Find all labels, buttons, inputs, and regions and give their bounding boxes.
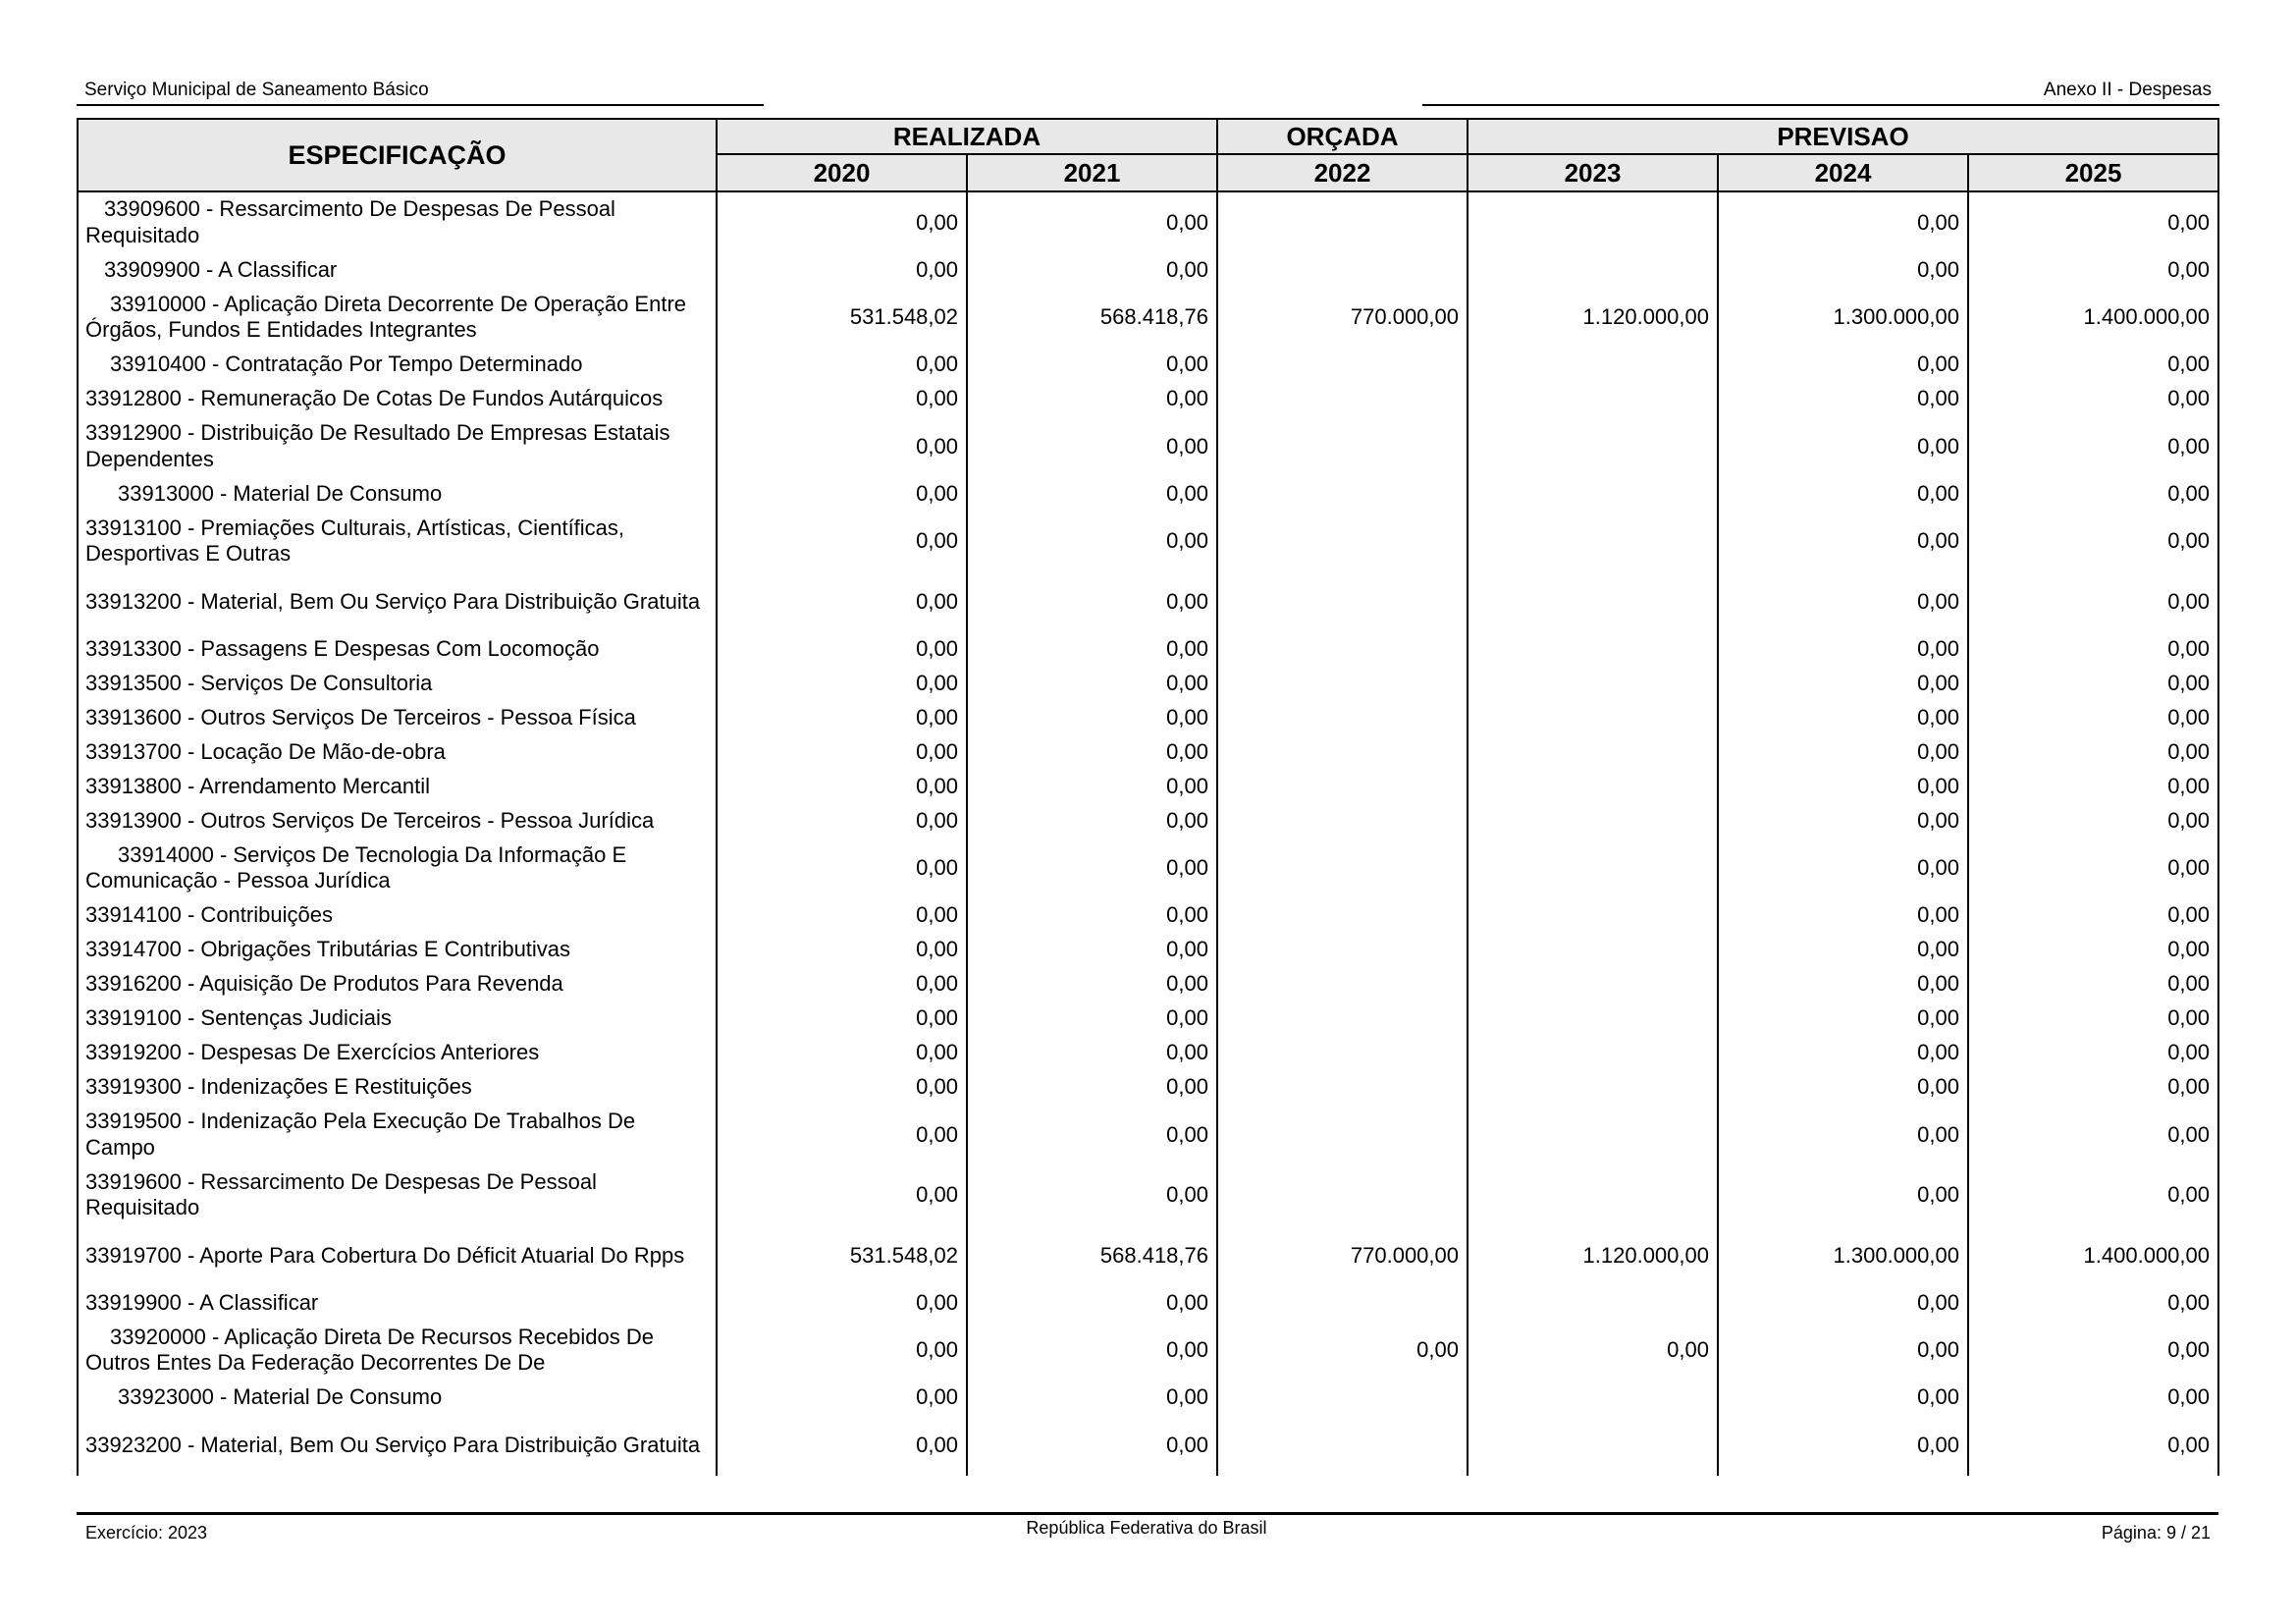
row-value-2023 — [1468, 1036, 1718, 1070]
row-specification — [78, 667, 717, 701]
row-value-2020: 0,00 — [717, 571, 967, 632]
row-label: 33913500 - Serviços De Consultoria — [85, 670, 433, 695]
row-value-2021: 0,00 — [967, 512, 1217, 572]
row-value-2021: 0,00 — [967, 253, 1217, 288]
row-value-2022 — [1217, 348, 1468, 382]
row-value-2023 — [1468, 632, 1718, 667]
row-value-2022 — [1217, 416, 1468, 477]
table-row — [78, 288, 2218, 349]
row-value-2022 — [1217, 1415, 1468, 1476]
row-value-2022 — [1217, 967, 1468, 1001]
row-value-2025: 0,00 — [1968, 571, 2218, 632]
row-label: 33923200 - Material, Bem Ou Serviço Para Distribuição Gratuita — [85, 1432, 701, 1457]
table-row — [78, 898, 2218, 933]
table-row — [78, 770, 2218, 804]
column-header-2022: 2022 — [1217, 154, 1468, 191]
row-value-2025: 0,00 — [1968, 1105, 2218, 1165]
row-value-2022 — [1217, 1001, 1468, 1036]
row-value-2024: 0,00 — [1718, 1380, 1968, 1415]
row-value-2020: 0,00 — [717, 667, 967, 701]
row-label: 33913300 - Passagens E Despesas Com Locomoção — [85, 635, 600, 661]
column-header-2024: 2024 — [1718, 154, 1968, 191]
table-row — [78, 1070, 2218, 1105]
row-value-2021: 0,00 — [967, 382, 1217, 416]
row-value-2025: 0,00 — [1968, 1321, 2218, 1381]
table-row — [78, 348, 2218, 382]
row-value-2024: 0,00 — [1718, 1070, 1968, 1105]
row-value-2021: 0,00 — [967, 1321, 1217, 1381]
row-value-2025: 0,00 — [1968, 1286, 2218, 1321]
row-label: 33913700 - Locação De Mão-de-obra — [85, 738, 446, 764]
table-row — [78, 1036, 2218, 1070]
row-value-2025: 0,00 — [1968, 967, 2218, 1001]
row-value-2020: 0,00 — [717, 701, 967, 735]
row-value-2020: 0,00 — [717, 348, 967, 382]
row-value-2021: 0,00 — [967, 1286, 1217, 1321]
row-value-2023: 1.120.000,00 — [1468, 1225, 1718, 1286]
row-label: 33914700 - Obrigações Tributárias E Contributivas — [85, 937, 571, 962]
row-value-2022 — [1217, 804, 1468, 839]
table-row — [78, 701, 2218, 735]
row-label: 33910400 - Contratação Por Tempo Determinado — [110, 352, 583, 377]
table-row — [78, 1225, 2218, 1286]
row-specification — [78, 967, 717, 1001]
row-value-2021: 0,00 — [967, 967, 1217, 1001]
row-value-2021: 0,00 — [967, 632, 1217, 667]
row-value-2024: 0,00 — [1718, 898, 1968, 933]
table-row — [78, 735, 2218, 770]
row-value-2025: 0,00 — [1968, 1165, 2218, 1226]
row-specification — [78, 477, 717, 512]
row-value-2022: 770.000,00 — [1217, 288, 1468, 349]
row-specification — [78, 632, 717, 667]
row-value-2025: 0,00 — [1968, 1415, 2218, 1476]
table-row — [78, 512, 2218, 572]
row-specification — [78, 1105, 717, 1165]
row-label: 33920000 - Aplicação Direta De Recursos Recebidos De Outros Entes Da Federação Decorrentes De De — [85, 1324, 654, 1376]
row-specification — [78, 416, 717, 477]
row-value-2025: 0,00 — [1968, 348, 2218, 382]
row-value-2021: 0,00 — [967, 571, 1217, 632]
row-value-2023 — [1468, 701, 1718, 735]
row-value-2025: 0,00 — [1968, 701, 2218, 735]
row-value-2023: 1.120.000,00 — [1468, 288, 1718, 349]
row-label: 33919900 - A Classificar — [85, 1289, 319, 1315]
row-specification — [78, 512, 717, 572]
row-label: 33909600 - Ressarcimento De Despesas De Pessoal Requisitado — [85, 196, 615, 247]
row-value-2024: 0,00 — [1718, 571, 1968, 632]
row-value-2020: 0,00 — [717, 416, 967, 477]
row-specification — [78, 804, 717, 839]
column-header-2020: 2020 — [717, 154, 967, 191]
row-value-2025: 0,00 — [1968, 898, 2218, 933]
row-value-2024: 0,00 — [1718, 1165, 1968, 1226]
row-value-2022 — [1217, 839, 1468, 899]
row-value-2024: 0,00 — [1718, 1105, 1968, 1165]
row-value-2020: 0,00 — [717, 1036, 967, 1070]
row-value-2020: 0,00 — [717, 1286, 967, 1321]
row-specification — [78, 1415, 717, 1476]
row-value-2024: 0,00 — [1718, 804, 1968, 839]
row-value-2022 — [1217, 571, 1468, 632]
row-value-2023 — [1468, 770, 1718, 804]
row-value-2020: 0,00 — [717, 1321, 967, 1381]
row-specification — [78, 1321, 717, 1381]
row-value-2020: 531.548,02 — [717, 1225, 967, 1286]
row-value-2022 — [1217, 701, 1468, 735]
row-value-2025: 0,00 — [1968, 1036, 2218, 1070]
row-value-2024: 0,00 — [1718, 839, 1968, 899]
row-value-2024: 0,00 — [1718, 1321, 1968, 1381]
row-label: 33919700 - Aporte Para Cobertura Do Déficit Atuarial Do Rpps — [85, 1242, 685, 1268]
footer-country: República Federativa do Brasil — [1026, 1518, 1267, 1538]
row-value-2021: 0,00 — [967, 804, 1217, 839]
row-value-2020: 0,00 — [717, 933, 967, 967]
row-label: 33913000 - Material De Consumo — [118, 480, 443, 506]
row-value-2022 — [1217, 735, 1468, 770]
row-label: 33913800 - Arrendamento Mercantil — [85, 773, 430, 798]
table-row — [78, 1165, 2218, 1226]
header-divider-right — [1422, 104, 2219, 106]
table-row — [78, 382, 2218, 416]
row-value-2022: 0,00 — [1217, 1321, 1468, 1381]
footer-divider — [77, 1512, 2218, 1515]
row-specification — [78, 1165, 717, 1226]
row-label: 33919500 - Indenização Pela Execução De Trabalhos De Campo — [85, 1109, 636, 1160]
row-value-2025: 0,00 — [1968, 382, 2218, 416]
row-value-2022 — [1217, 1165, 1468, 1226]
row-value-2024: 0,00 — [1718, 1001, 1968, 1036]
row-value-2020: 0,00 — [717, 804, 967, 839]
row-value-2023 — [1468, 382, 1718, 416]
row-specification — [78, 1286, 717, 1321]
row-label: 33910000 - Aplicação Direta Decorrente De Operação Entre Órgãos, Fundos E Entidades Integrantes — [85, 291, 687, 343]
row-label: 33913900 - Outros Serviços De Terceiros - Pessoa Jurídica — [85, 807, 655, 833]
row-specification — [78, 288, 717, 349]
row-value-2022 — [1217, 770, 1468, 804]
row-value-2020: 0,00 — [717, 1070, 967, 1105]
column-header-2023: 2023 — [1468, 154, 1718, 191]
row-specification — [78, 735, 717, 770]
column-header-2025: 2025 — [1968, 154, 2218, 191]
row-value-2024: 0,00 — [1718, 382, 1968, 416]
row-value-2020: 0,00 — [717, 512, 967, 572]
row-value-2025: 0,00 — [1968, 839, 2218, 899]
column-header-2021: 2021 — [967, 154, 1217, 191]
row-value-2020: 0,00 — [717, 735, 967, 770]
row-value-2024: 0,00 — [1718, 667, 1968, 701]
row-value-2021: 0,00 — [967, 1070, 1217, 1105]
row-value-2023 — [1468, 735, 1718, 770]
row-value-2021: 0,00 — [967, 735, 1217, 770]
row-value-2020: 0,00 — [717, 1380, 967, 1415]
row-value-2022 — [1217, 1105, 1468, 1165]
row-specification — [78, 571, 717, 632]
row-value-2021: 0,00 — [967, 191, 1217, 253]
row-value-2022 — [1217, 898, 1468, 933]
row-value-2020: 0,00 — [717, 770, 967, 804]
row-value-2023 — [1468, 839, 1718, 899]
row-value-2024: 0,00 — [1718, 967, 1968, 1001]
row-value-2022 — [1217, 382, 1468, 416]
row-value-2022 — [1217, 191, 1468, 253]
table-body — [78, 191, 2218, 1476]
row-specification — [78, 933, 717, 967]
row-value-2022 — [1217, 253, 1468, 288]
table-row — [78, 191, 2218, 253]
row-value-2020: 0,00 — [717, 1001, 967, 1036]
row-value-2022 — [1217, 1070, 1468, 1105]
row-value-2024: 0,00 — [1718, 416, 1968, 477]
row-value-2023 — [1468, 348, 1718, 382]
row-value-2021: 0,00 — [967, 416, 1217, 477]
row-label: 33909900 - A Classificar — [104, 256, 338, 282]
row-label: 33914100 - Contribuições — [85, 902, 333, 928]
column-header-specification: ESPECIFICAÇÃO — [78, 119, 717, 191]
row-value-2025: 0,00 — [1968, 253, 2218, 288]
row-value-2021: 568.418,76 — [967, 288, 1217, 349]
table-row — [78, 1415, 2218, 1476]
row-value-2020: 0,00 — [717, 382, 967, 416]
row-value-2020: 0,00 — [717, 967, 967, 1001]
row-label: 33919200 - Despesas De Exercícios Anteriores — [85, 1040, 540, 1065]
table-row — [78, 1001, 2218, 1036]
row-label: 33914000 - Serviços De Tecnologia Da Informação E Comunicação - Pessoa Jurídica — [85, 841, 627, 893]
header-row-groups — [78, 119, 2218, 154]
row-specification — [78, 898, 717, 933]
row-value-2020: 0,00 — [717, 477, 967, 512]
column-group-previsao: PREVISAO — [1468, 119, 2218, 154]
row-value-2021: 0,00 — [967, 667, 1217, 701]
row-value-2022 — [1217, 1380, 1468, 1415]
row-value-2024: 1.300.000,00 — [1718, 1225, 1968, 1286]
document-header-organization: Serviço Municipal de Saneamento Básico — [84, 80, 429, 100]
row-value-2021: 0,00 — [967, 348, 1217, 382]
row-value-2020: 0,00 — [717, 1105, 967, 1165]
footer-page-number: Página: 9 / 21 — [2101, 1523, 2211, 1543]
row-value-2020: 0,00 — [717, 632, 967, 667]
row-value-2025: 0,00 — [1968, 667, 2218, 701]
row-value-2024: 0,00 — [1718, 632, 1968, 667]
row-value-2021: 0,00 — [967, 701, 1217, 735]
column-group-realizada: REALIZADA — [717, 119, 1217, 154]
row-value-2025: 0,00 — [1968, 632, 2218, 667]
row-specification — [78, 1225, 717, 1286]
row-label: 33913600 - Outros Serviços De Terceiros - Pessoa Física — [85, 704, 636, 730]
row-label: 33912800 - Remuneração De Cotas De Fundos Autárquicos — [85, 386, 664, 411]
row-value-2023: 0,00 — [1468, 1321, 1718, 1381]
row-value-2021: 0,00 — [967, 898, 1217, 933]
row-specification — [78, 839, 717, 899]
row-value-2020: 0,00 — [717, 898, 967, 933]
row-value-2020: 0,00 — [717, 1165, 967, 1226]
row-specification — [78, 701, 717, 735]
row-specification — [78, 1001, 717, 1036]
row-value-2020: 0,00 — [717, 1415, 967, 1476]
row-value-2022 — [1217, 477, 1468, 512]
row-value-2024: 0,00 — [1718, 191, 1968, 253]
row-value-2021: 568.418,76 — [967, 1225, 1217, 1286]
table-row — [78, 804, 2218, 839]
row-value-2024: 0,00 — [1718, 1286, 1968, 1321]
header-divider-left — [77, 104, 764, 106]
row-value-2022 — [1217, 933, 1468, 967]
row-label: 33919600 - Ressarcimento De Despesas De Pessoal Requisitado — [85, 1168, 597, 1220]
row-value-2025: 0,00 — [1968, 804, 2218, 839]
row-value-2023 — [1468, 1105, 1718, 1165]
row-label: 33912900 - Distribuição De Resultado De Empresas Estatais Dependentes — [85, 420, 670, 471]
table-row — [78, 253, 2218, 288]
row-value-2023 — [1468, 1286, 1718, 1321]
row-specification — [78, 1036, 717, 1070]
row-specification — [78, 1070, 717, 1105]
row-value-2025: 0,00 — [1968, 416, 2218, 477]
row-value-2023 — [1468, 416, 1718, 477]
row-value-2021: 0,00 — [967, 1036, 1217, 1070]
row-specification — [78, 348, 717, 382]
table-row — [78, 632, 2218, 667]
row-value-2022 — [1217, 632, 1468, 667]
row-value-2024: 1.300.000,00 — [1718, 288, 1968, 349]
row-value-2022 — [1217, 1036, 1468, 1070]
row-specification — [78, 1380, 717, 1415]
row-value-2021: 0,00 — [967, 1001, 1217, 1036]
row-label: 33916200 - Aquisição De Produtos Para Revenda — [85, 971, 563, 997]
table-header — [78, 119, 2218, 191]
table-row — [78, 1105, 2218, 1165]
row-value-2023 — [1468, 1415, 1718, 1476]
row-value-2022 — [1217, 667, 1468, 701]
table-row — [78, 667, 2218, 701]
row-value-2024: 0,00 — [1718, 735, 1968, 770]
table-row — [78, 571, 2218, 632]
row-value-2023 — [1468, 667, 1718, 701]
row-value-2024: 0,00 — [1718, 512, 1968, 572]
row-value-2023 — [1468, 571, 1718, 632]
row-label: 33923000 - Material De Consumo — [118, 1384, 443, 1410]
document-header-annex: Anexo II - Despesas — [2043, 80, 2212, 100]
footer-fiscal-year: Exercício: 2023 — [85, 1523, 208, 1543]
row-value-2025: 0,00 — [1968, 477, 2218, 512]
row-value-2025: 0,00 — [1968, 191, 2218, 253]
row-specification — [78, 191, 717, 253]
table-row — [78, 1380, 2218, 1415]
row-value-2021: 0,00 — [967, 1415, 1217, 1476]
row-value-2020: 531.548,02 — [717, 288, 967, 349]
column-group-orcada: ORÇADA — [1217, 119, 1468, 154]
row-specification — [78, 770, 717, 804]
row-label: 33919300 - Indenizações E Restituições — [85, 1074, 472, 1100]
row-value-2023 — [1468, 933, 1718, 967]
table-row — [78, 477, 2218, 512]
expenses-table — [77, 118, 2219, 1476]
row-value-2021: 0,00 — [967, 839, 1217, 899]
row-value-2023 — [1468, 898, 1718, 933]
row-value-2021: 0,00 — [967, 770, 1217, 804]
row-value-2021: 0,00 — [967, 1380, 1217, 1415]
row-label: 33913200 - Material, Bem Ou Serviço Para Distribuição Gratuita — [85, 588, 701, 614]
row-value-2021: 0,00 — [967, 933, 1217, 967]
table-row — [78, 1321, 2218, 1381]
row-value-2025: 0,00 — [1968, 735, 2218, 770]
row-specification — [78, 382, 717, 416]
row-value-2023 — [1468, 1165, 1718, 1226]
row-value-2024: 0,00 — [1718, 933, 1968, 967]
row-value-2024: 0,00 — [1718, 253, 1968, 288]
table-row — [78, 933, 2218, 967]
row-label: 33919100 - Sentenças Judiciais — [85, 1005, 392, 1031]
row-value-2025: 0,00 — [1968, 1380, 2218, 1415]
row-value-2023 — [1468, 512, 1718, 572]
row-value-2024: 0,00 — [1718, 1036, 1968, 1070]
row-value-2022 — [1217, 1286, 1468, 1321]
row-value-2023 — [1468, 1001, 1718, 1036]
row-value-2023 — [1468, 1070, 1718, 1105]
row-value-2025: 0,00 — [1968, 933, 2218, 967]
row-specification — [78, 253, 717, 288]
row-value-2020: 0,00 — [717, 839, 967, 899]
row-label: 33913100 - Premiações Culturais, Artísticas, Científicas, Desportivas E Outras — [85, 514, 625, 567]
table-row — [78, 839, 2218, 899]
row-value-2023 — [1468, 253, 1718, 288]
row-value-2024: 0,00 — [1718, 348, 1968, 382]
row-value-2025: 0,00 — [1968, 1070, 2218, 1105]
table-row — [78, 416, 2218, 477]
row-value-2021: 0,00 — [967, 1165, 1217, 1226]
row-value-2025: 0,00 — [1968, 512, 2218, 572]
row-value-2023 — [1468, 1380, 1718, 1415]
row-value-2025: 0,00 — [1968, 1001, 2218, 1036]
row-value-2025: 1.400.000,00 — [1968, 1225, 2218, 1286]
row-value-2024: 0,00 — [1718, 770, 1968, 804]
row-value-2021: 0,00 — [967, 1105, 1217, 1165]
row-value-2021: 0,00 — [967, 477, 1217, 512]
row-value-2024: 0,00 — [1718, 1415, 1968, 1476]
row-value-2022: 770.000,00 — [1217, 1225, 1468, 1286]
table-row — [78, 1286, 2218, 1321]
row-value-2023 — [1468, 191, 1718, 253]
row-value-2023 — [1468, 477, 1718, 512]
row-value-2020: 0,00 — [717, 191, 967, 253]
row-value-2024: 0,00 — [1718, 701, 1968, 735]
row-value-2025: 1.400.000,00 — [1968, 288, 2218, 349]
row-value-2020: 0,00 — [717, 253, 967, 288]
row-value-2025: 0,00 — [1968, 770, 2218, 804]
table-row — [78, 967, 2218, 1001]
row-value-2024: 0,00 — [1718, 477, 1968, 512]
row-value-2023 — [1468, 967, 1718, 1001]
row-value-2023 — [1468, 804, 1718, 839]
row-value-2022 — [1217, 512, 1468, 572]
